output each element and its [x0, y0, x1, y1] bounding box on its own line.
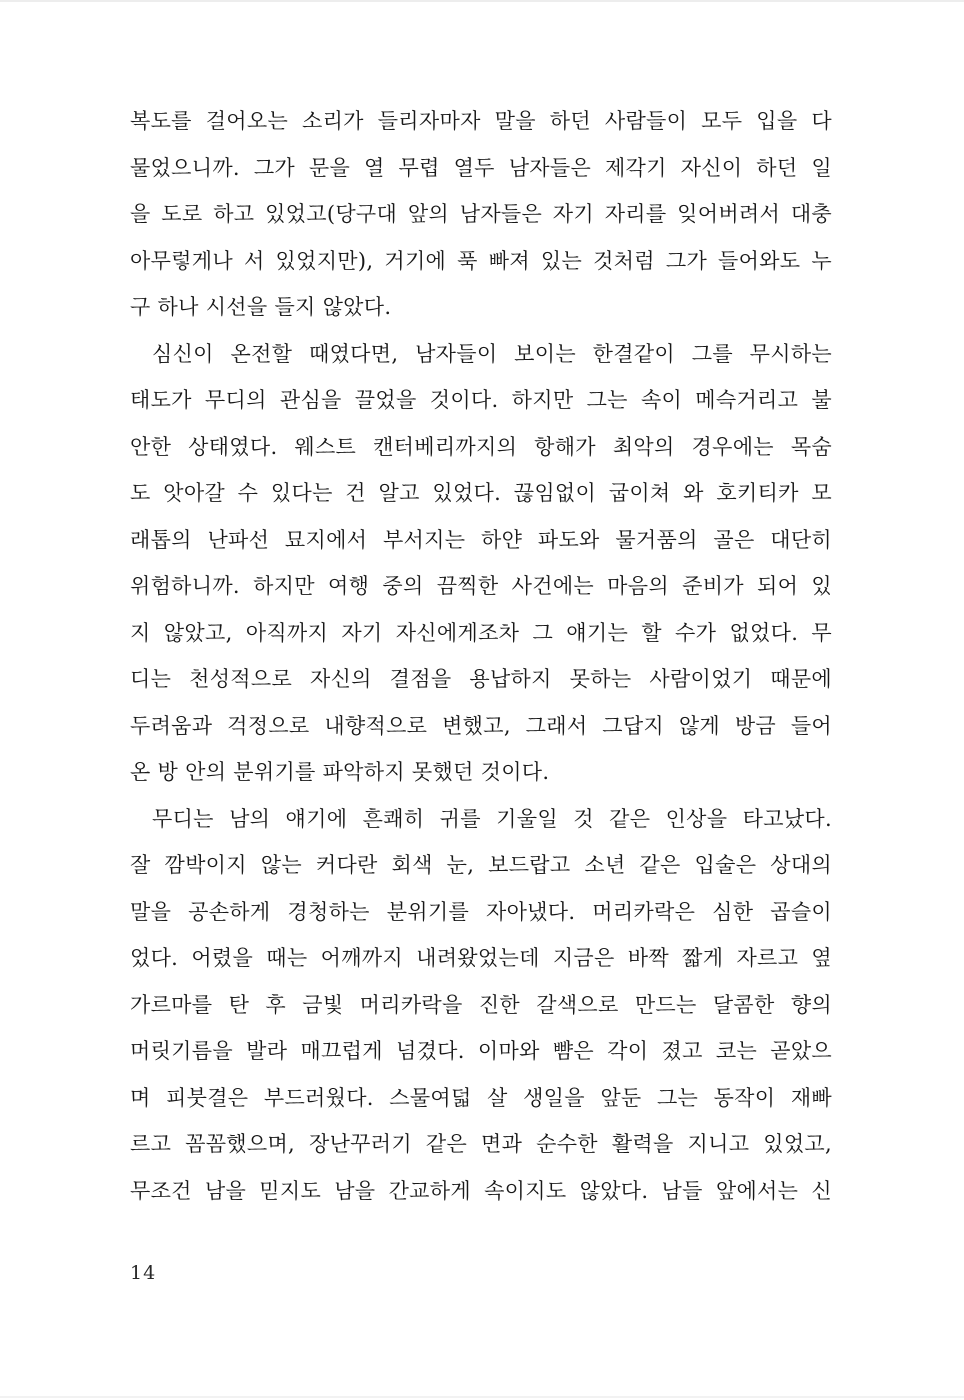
text-line: 머릿기름을 발라 매끄럽게 넘겼다. 이마와 뺨은 각이 졌고 코는 곧았으: [130, 1039, 832, 1063]
text-line: 가르마를 탄 후 금빛 머리카락을 진한 갈색으로 만드는 달콤한 향의: [130, 992, 832, 1017]
text-line: 르고 꼼꼼했으며, 장난꾸러기 같은 면과 순수한 활력을 지니고 있었고,: [130, 1132, 832, 1156]
text-line: 디는 천성적으로 자신의 결점을 용납하지 못하는 사람이었기 때문에: [130, 667, 832, 691]
text-line: 잘 깜박이지 않는 커다란 회색 눈, 보드랍고 소년 같은 입술은 상대의: [130, 853, 832, 877]
text-line: 구 하나 시선을 들지 않았다.: [130, 295, 392, 319]
text-line: 심신이 온전할 때였다면, 남자들이 보이는 한결같이 그를 무시하는: [152, 341, 832, 366]
text-line: 두려움과 걱정으로 내향적으로 변했고, 그래서 그답지 않게 방금 들어: [130, 713, 832, 738]
text-line: 며 피붓결은 부드러웠다. 스물여덟 살 생일을 앞둔 그는 동작이 재빠: [130, 1085, 832, 1110]
text-line: 복도를 걸어오는 소리가 들리자마자 말을 하던 사람들이 모두 입을 다: [130, 109, 832, 133]
text-line: 도 앗아갈 수 있다는 건 알고 있었다. 끊임없이 굽이쳐 와 호키티카 모: [130, 481, 832, 505]
text-line: 지 않았고, 아직까지 자기 자신에게조차 그 얘기는 할 수가 없었다. 무: [130, 620, 832, 645]
text-line: 온 방 안의 분위기를 파악하지 못했던 것이다.: [130, 760, 550, 784]
scan-edge-bottom: [0, 1396, 964, 1398]
text-line: 말을 공손하게 경청하는 분위기를 자아냈다. 머리카락은 심한 곱슬이: [130, 899, 832, 924]
text-line: 아무렇게나 서 있었지만), 거기에 푹 빠져 있는 것처럼 그가 들어와도 누: [130, 248, 832, 273]
scan-edge-top: [0, 0, 964, 2]
text-line: 었다. 어렸을 때는 어깨까지 내려왔었는데 지금은 바짝 짧게 자르고 옆: [130, 946, 832, 970]
text-line: 무조건 남을 믿지도 남을 간교하게 속이지도 않았다. 남들 앞에서는 신: [130, 1178, 832, 1203]
text-line: 을 도로 하고 있었고(당구대 앞의 남자들은 자기 자리를 잊어버려서 대충: [130, 202, 832, 226]
text-line: 위험하니까. 하지만 여행 중의 끔찍한 사건에는 마음의 준비가 되어 있: [130, 574, 832, 598]
page-number: 14: [130, 1262, 157, 1284]
text-line: 무디는 남의 얘기에 흔쾌히 귀를 기울일 것 같은 인상을 타고났다.: [152, 806, 832, 831]
text-line: 안한 상태였다. 웨스트 캔터베리까지의 항해가 최악의 경우에는 목숨: [130, 434, 832, 459]
text-line: 태도가 무디의 관심을 끌었을 것이다. 하지만 그는 속이 메슥거리고 불: [130, 388, 832, 412]
text-line: 래톱의 난파선 묘지에서 부서지는 하얀 파도와 물거품의 골은 대단히: [130, 527, 832, 552]
body-text: [130, 98, 832, 1214]
text-line: 물었으니까. 그가 문을 열 무렵 열두 남자들은 제각기 자신이 하던 일: [130, 155, 832, 180]
